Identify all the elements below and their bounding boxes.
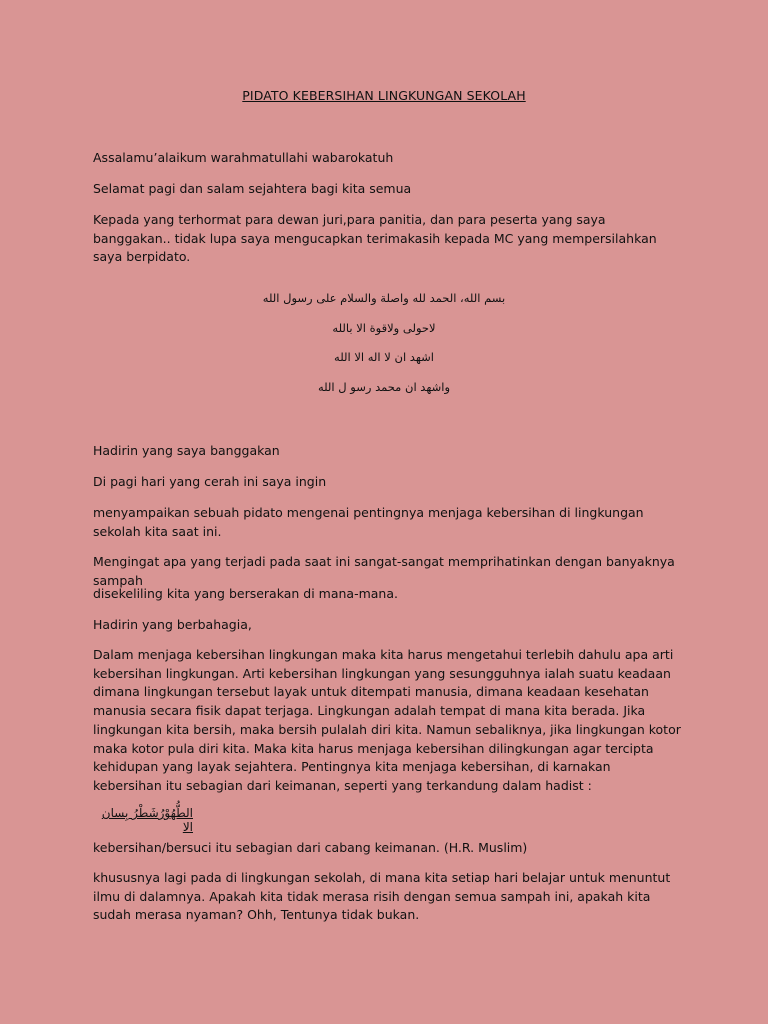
arabic-line-2: لاحولى ولاقوة الا بالله (332, 321, 436, 335)
greeting-morning: Selamat pagi dan salam sejahtera bagi kita semua (93, 181, 412, 196)
opening-paragraph: Kepada yang terhormat para dewan juri,para panitia, dan para peserta yang saya banggakan.. tidak lupa saya mengucapkan terimakasih kepada MC yang mempersilahkan saya berpidato. (93, 212, 657, 265)
greeting-salam: Assalamu’alaikum warahmatullahi wabarokatuh (93, 150, 394, 165)
concern-line-2: disekeliling kita yang berserakan di mana-mana. (93, 586, 398, 601)
arabic-line-1: بسم الله، الحمد لله واصلة والسلام على رسول الله (262, 291, 506, 305)
concern-line: Mengingat apa yang terjadi pada saat ini sangat-sangat memprihatinkan dengan banyaknya sampah (93, 554, 675, 588)
arabic-line-4: واشهد ان محمد رسو ل الله (317, 380, 451, 394)
address-audience: Hadirin yang saya banggakan (93, 443, 280, 458)
intro-paragraph: menyampaikan sebuah pidato mengenai pentingnya menjaga kebersihan di lingkungan sekolah kita saat ini. (93, 505, 644, 539)
document-title: PIDATO KEBERSIHAN LINGKUNGAN SEKOLAH (242, 88, 526, 103)
hadist-translation: kebersihan/bersuci itu sebagian dari cabang keimanan. (H.R. Muslim) (93, 840, 528, 855)
intro-line: Di pagi hari yang cerah ini saya ingin (93, 474, 327, 489)
address-audience-2: Hadirin yang berbahagia, (93, 617, 252, 632)
hadist-arabic: الطُّهُوْرُشَطْرُ بِسان الا (101, 806, 193, 834)
closing-paragraph: khususnya lagi pada di lingkungan sekolah, di mana kita setiap hari belajar untuk menuntut ilmu di dalamnya. Apakah kita tidak merasa risih dengan semua sampah ini, apakah kita sudah merasa nyaman? Ohh, Tentunya tidak bukan. (93, 870, 671, 923)
arabic-line-3: اشهد ان لا اله الا الله (334, 350, 434, 364)
body-paragraph: Dalam menjaga kebersihan lingkungan maka kita harus mengetahui terlebih dahulu apa arti kebersihan lingkungan. Arti kebersihan lingkungan yang sesungguhnya ialah suatu keadaan dimana lingkungan tersebut layak untuk ditempati manusia, dimana keadaan kesehatan manusia secara fisik dapat terjaga. Lingkungan adalah tempat di mana kita berada. Jika lingkungan kita bersih, maka bersih pulalah diri kita. Namun sebaliknya, jika lingkungan kotor maka kotor pula diri kita. Maka kita harus menjaga kebersihan dilingkungan agar tercipta kehidupan yang layak sejahtera. Pentingnya kita menjaga kebersihan, di karnakan kebersihan itu sebagian dari keimanan, seperti yang terkandung dalam hadist : (93, 647, 681, 793)
